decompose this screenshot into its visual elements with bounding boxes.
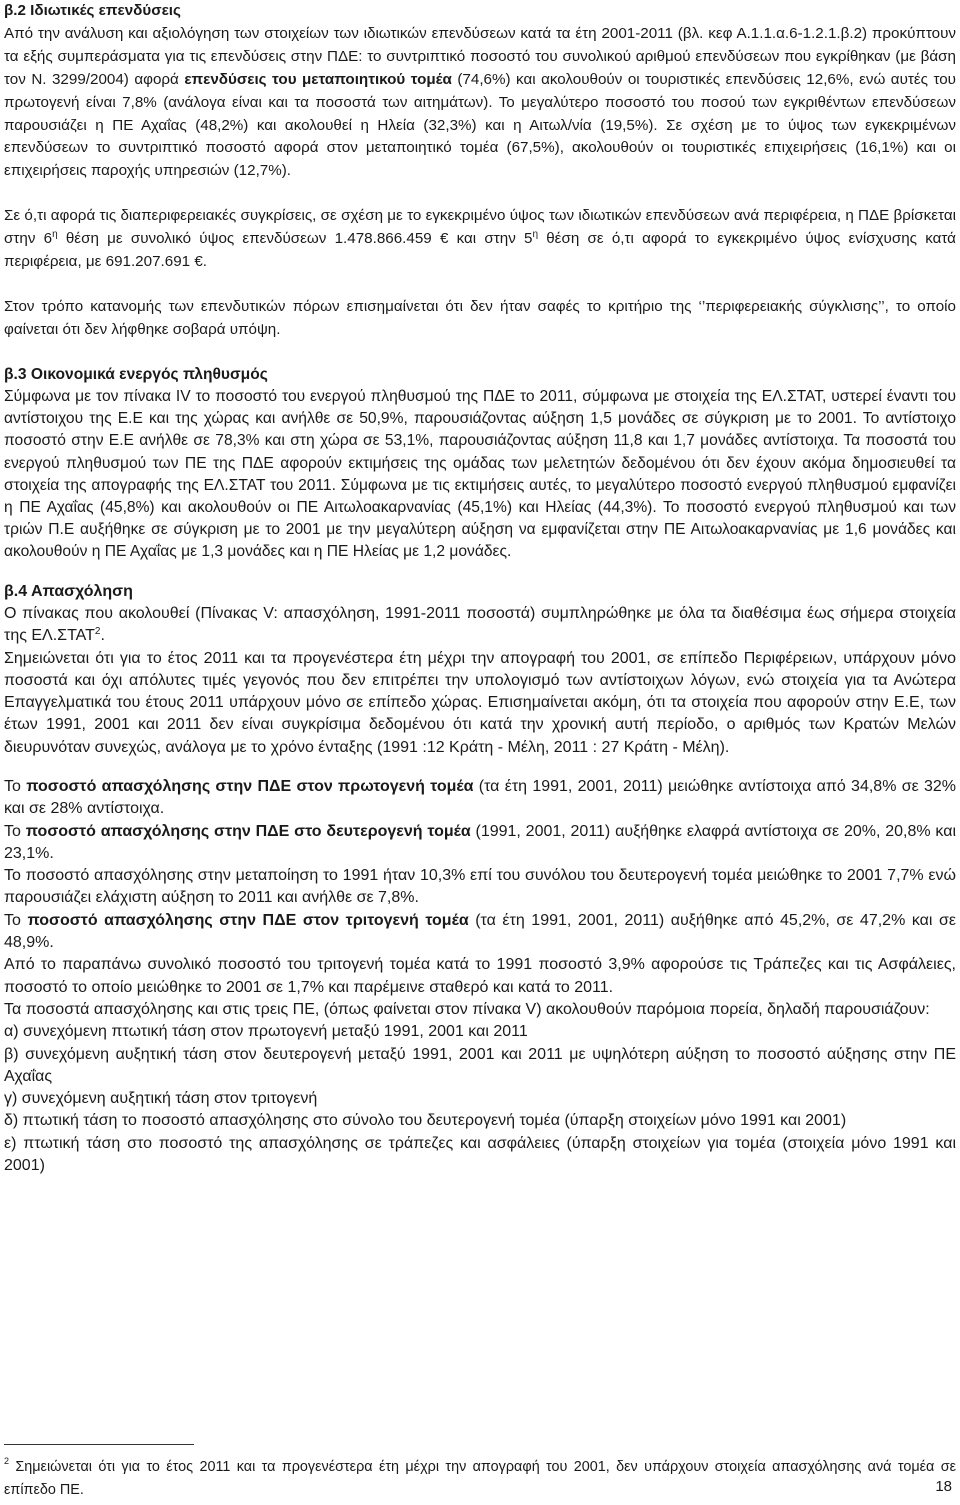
- section-heading: β.4 Απασχόληση: [4, 582, 133, 600]
- paragraph: Το ποσοστό απασχόλησης στην ΠΔΕ στο δευτερογενή τομέα (1991, 2001, 2011) αυξήθηκε ελαφρά αντίστοιχα σε 20%, 20,8% και 23,1%.: [4, 822, 957, 862]
- footnote: $^2$ Σημειώνεται ότι για το έτος 2011 και τα προγενέστερα έτη μέχρι την απογραφή του 2001, δεν υπάρχουν στοιχεία απασχόλησης ανά τομέα σε επίπεδο ΠΕ.: [4, 1456, 956, 1498]
- paragraph: Στον τρόπο κατανομής των επενδυτικών πόρων επισημαίνεται ότι δεν ήταν σαφές το κριτήριο της ‘’περιφερειακής σύγκλισης’’, το οποίο φαίνεται ότι δεν λήφθηκε σοβαρά υπόψη.: [4, 297, 956, 338]
- list-item: ε) πτωτική τάση στο ποσοστό της απασχόλησης σε τράπεζες και ασφάλειες (ύπαρξη στοιχείων για τομέα (στοιχεία μόνο 1991 και 2001): [4, 1134, 956, 1175]
- page-number: 18: [935, 1478, 952, 1495]
- section-heading: β.3 Οικονομικά ενεργός πληθυσμός: [4, 365, 268, 383]
- paragraph: Σύμφωνα με τον πίνακα IV το ποσοστό του ενεργού πληθυσμού της ΠΔΕ το 2011, σύμφωνα με στοιχεία της ΕΛ.ΣΤΑΤ, υστερεί έναντι του αντίστοιχου της Ε.Ε και της χώρας και ανήλθε σε 50,9%, παρουσιάζοντας αύξηση 1,5 μονάδες σε σύγκριση με το 2001. Το αντίστοιχο ποσοστό στην Ε.Ε ανήλθε σε 78,3% και στη χώρα σε 53,1%, παρουσιάζοντας αύξηση 11,8 και 1,7 μονάδες αντίστοιχα. Τα ποσοστά του ενεργού πληθυσμού των ΠΕ της ΠΔΕ αφορούν εκτιμήσεις της ομάδας των μελετητών δεδομένου ότι δεν έχουν ακόμα δημοσιευθεί τα στοιχεία της απογραφής της ΕΛ.ΣΤΑΤ του 2011. Σύμφωνα με τις εκτιμήσεις αυτές, το μεγαλύτερο ποσοστό ενεργού πληθυσμού εμφανίζει η ΠΕ Αχαΐας (45,8%) και ακολουθούν οι ΠΕ Αιτωλοακαρνανίας (45,1%) και Ηλείας (44,3%). Το ποσοστό ενεργού πληθυσμού και των τριών Π.Ε αυξήθηκε σε σύγκριση με το 2001 με την μεγαλύτερη αύξηση να εμφανίζεται στην ΠΕ Αιτωλοακαρνανίας με 1,6 μονάδες και ακολουθούν η ΠΕ Αχαΐας με 1,3 μονάδες και η ΠΕ Ηλείας με 1,2 μονάδες.: [4, 387, 956, 561]
- paragraph: Το ποσοστό απασχόλησης στην ΠΔΕ στον πρωτογενή τομέα (τα έτη 1991, 2001, 2011) μειώθηκε αντίστοιχα από 34,8% σε 32% και σε 28% αντίστοιχα.: [4, 777, 956, 818]
- section-employment: [4, 581, 956, 1178]
- paragraph: Από το παραπάνω συνολικό ποσοστό του τριτογενή τομέα κατά το 1991 ποσοστό 3,9% αφορούσε τις Τράπεζες και τις Ασφάλειες, ποσοστό το οποίο μειώθηκε το 2001 σε 1,7% και παρέμεινε σταθερό και κατά το 2011.: [4, 956, 956, 996]
- document-page: [4, 0, 956, 1177]
- section-heading: β.2 Ιδιωτικές επενδύσεις: [4, 2, 181, 19]
- list-item: γ) συνεχόμενη αυξητική τάση στον τριτογενή: [4, 1090, 318, 1108]
- paragraph: Σημειώνεται ότι για το έτος 2011 και τα προγενέστερα έτη μέχρι την απογραφή του 2001, σε επίπεδο Περιφέρειων, υπάρχουν μόνο ποσοστά και όχι απόλυτες τιμές γεγονός που δεν επιτρέπει την υπολογισμό των αντίστοιχων λόγων, ενώ στοιχεία για τα Ανώτερα Επαγγελματικά του έτους 2011 υπάρχουν μόνο σε επίπεδο χώρας. Επισημαίνεται ακόμη, ότι τα στοιχεία που αφορούν στην Ε.Ε, των έτων 1991, 2001 και 2011 δεν είναι συγκρίσιμα δεδομένου ότι κατά την χρονική αυτή περίοδο, ο αριθμός των Κρατών Μελών διευρυνόταν συνεχώς, ανάλογα με το χρόνο ένταξης (1991 :12 Κράτη - Μέλη, 2011 : 27 Κράτη - Μέλη).: [4, 649, 956, 756]
- paragraph: Από την ανάλυση και αξιολόγηση των στοιχείων των ιδιωτικών επενδύσεων κατά τα έτη 2001-2011 (βλ. κεφ Α.1.1.α.6-1.2.1.β.2) προκύπτουν τα εξής συμπεράσματα για τις επενδύσεις στην ΠΔΕ: το συντριπτικό ποσοστό του συνολικού αριθμού επενδύσεων που εγκρίθηκαν (με βάση τον Ν. 3299/2004) αφορά επενδύσεις του μεταποιητικού τομέα (74,6%) και ακολουθούν οι τουριστικές επενδύσεις 12,6%, ενώ αυτές του πρωτογενή είναι 7,8% (ανάλογα είναι και τα ποσοστά των αιτημάτων). Το μεγαλύτερο ποσοστό του ποσού των εγκριθέντων επενδύσεων παρουσιάζει η ΠΕ Αχαΐας (48,2%) και ακολουθεί η Ηλεία (32,3%) και η Αιτωλ/νία (19,5%). Σε σχέση με το ύψος των εγκεκριμένων επενδύσεων το συντριπτικό ποσοστό αφορά στον μεταποιητικό τομέα (67,5%), ακολουθούν οι τουριστικές επιχειρήσεις (16,1%) και οι επιχειρήσεις παροχής υπηρεσιών (12,7%).: [4, 24, 956, 180]
- paragraph: Ο πίνακας που ακολουθεί (Πίνακας V: απασχόληση, 1991-2011 ποσοστά) συμπληρώθηκε με όλα τα διαθέσιμα έως σήμερα στοιχεία της ΕΛ.ΣΤΑΤ$^2$.: [4, 604, 956, 645]
- euro-sign: €: [194, 253, 203, 271]
- footnote-separator: [4, 1444, 194, 1445]
- list-item: β) συνεχόμενη αυξητική τάση στον δευτερογενή μεταξύ 1991, 2001 και 2011 με υψηλότερη αύξηση το ποσοστό αύξησης στην ΠΕ Αχαΐας: [4, 1045, 956, 1085]
- paragraph: Το ποσοστό απασχόλησης στην μεταποίηση το 1991 ήταν 10,3% επί του συνόλου του δευτερογενή τομέα μειώθηκε το 2001 7,7% ενώ παρουσιάζει ελάχιστη αύξηση το 2011 και ανήλθε σε 7,8%.: [4, 867, 956, 907]
- list-item: α) συνεχόμενη πτωτική τάση στον πρωτογενή μεταξύ 1991, 2001 και 2011: [4, 1023, 528, 1041]
- paragraph: Τα ποσοστά απασχόλησης και στις τρεις ΠΕ, (όπως φαίνεται στον πίνακα V) ακολουθούν παρόμοια πορεία, δηλαδή παρουσιάζουν:: [4, 1000, 930, 1018]
- section-private-investments: [4, 0, 956, 342]
- euro-sign: €: [439, 230, 449, 248]
- paragraph: Σε ό,τι αφορά τις διαπεριφερειακές συγκρίσεις, σε σχέση με το εγκεκριμένο ύψος των ιδιωτικών επενδύσεων ανά περιφέρεια, η ΠΔΕ βρίσκεται στην $6^\eta$ θέση με συνολικό ύψος επενδύσεων 1.478.866.459 € και στην $5^\eta$ θέση σε ό,τι αφορά το εγκεκριμένο ύψος ενίσχυσης κατά περιφέρεια, με 691.207.691 €.: [4, 207, 956, 271]
- footnote-ref: 2: [94, 626, 101, 638]
- section-active-population: [4, 364, 956, 564]
- list-item: δ) πτωτική τάση το ποσοστό απασχόλησης στο σύνολο του δευτερογενή τομέα (ύπαρξη στοιχείων μόνο 1991 και 2001): [4, 1112, 847, 1130]
- footnote-number: 2: [4, 1456, 10, 1466]
- paragraph: Το ποσοστό απασχόλησης στην ΠΔΕ στον τριτογενή τομέα (τα έτη 1991, 2001, 2011) αυξήθηκε από 45,2%, σε 47,2% και σε 48,9%.: [4, 911, 957, 952]
